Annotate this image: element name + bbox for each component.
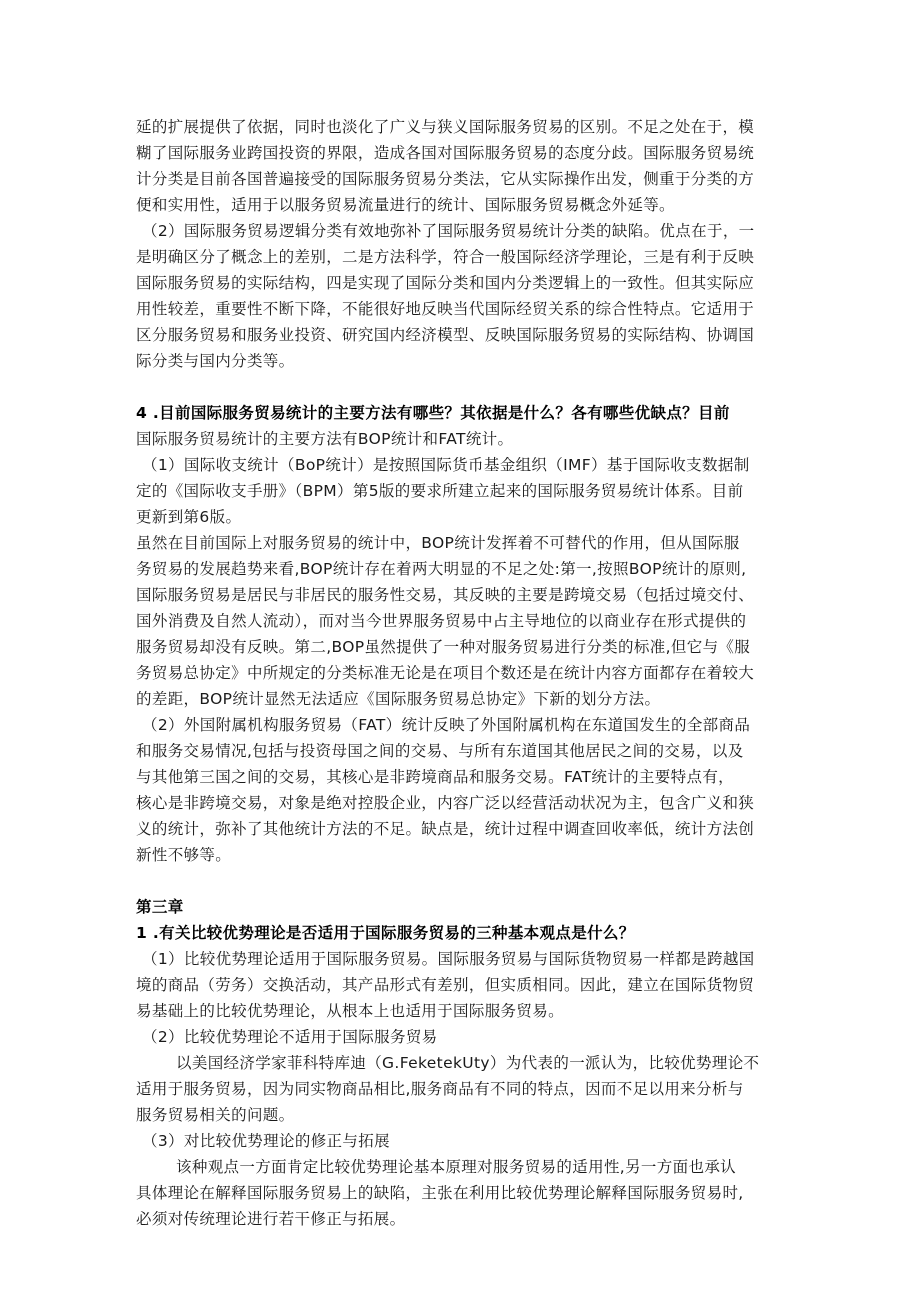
paragraph-line: 核心是非跨境交易，对象是绝对控股企业，内容广泛以经营活动状况为主，包含广义和狭 [136,794,755,812]
paragraph-line: （3）对比较优势理论的修正与拓展 [142,1132,390,1150]
paragraph-line: 适用于服务贸易，因为同实物商品相比,服务商品有不同的特点，因而不足以用来分析与 [136,1080,744,1098]
paragraph-line: （2）国际服务贸易逻辑分类有效地弥补了国际服务贸易统计分类的缺陷。优点在于，一 [142,222,755,240]
paragraph-line: 国际服务贸易统计的主要方法有BOP统计和FAT统计。 [136,430,514,448]
paragraph-line: 际分类与国内分类等。 [136,352,295,370]
paragraph-line: 必须对传统理论进行若干修正与拓展。 [136,1210,406,1228]
paragraph-line: 的差距，BOP统计显然无法适应《国际服务贸易总协定》下新的划分方法。 [136,690,661,708]
paragraph-line: 区分服务贸易和服务业投资、研究国内经济模型、反映国际服务贸易的实际结构、协调国 [136,326,755,344]
paragraph-line: 与其他第三国之间的交易，其核心是非跨境商品和服务交易。FAT统计的主要特点有， [136,768,735,786]
paragraph-line: （2）比较优势理论不适用于国际服务贸易 [142,1028,438,1046]
paragraph-line: 该种观点一方面肯定比较优势理论基本原理对服务贸易的适用性,另一方面也承认 [176,1158,737,1176]
paragraph-line: 服务贸易却没有反映。第二,BOP虽然提供了一种对服务贸易进行分类的标准,但它与《服 [136,638,751,656]
paragraph-line: 国外消费及自然人流动），而对当今世界服务贸易中占主导地位的以商业存在形式提供的 [136,612,747,630]
question-heading: 1 .有关比较优势理论是否适用于国际服务贸易的三种基本观点是什么？ [136,924,635,942]
paragraph-line: （1）比较优势理论适用于国际服务贸易。国际服务贸易与国际货物贸易一样都是跨越国 [142,950,755,968]
paragraph-line: 务贸易总协定》中所规定的分类标准无论是在项目个数还是在统计内容方面都存在着较大 [136,664,755,682]
paragraph-line: 用性较差，重要性不断下降，不能很好地反映当代国际经贸关系的综合性特点。它适用于 [136,300,755,318]
paragraph-line: 更新到第6版。 [136,508,242,526]
paragraph-line: （1）国际收支统计（BoP统计）是按照国际货币基金组织（IMF）基于国际收支数据制 [142,456,750,474]
paragraph-line: 易基础上的比较优势理论，从根本上也适用于国际服务贸易。 [136,1002,564,1020]
paragraph-line: 计分类是目前各国普遍接受的国际服务贸易分类法，它从实际操作出发，侧重于分类的方 [136,170,755,188]
paragraph-line: 国际服务贸易是居民与非居民的服务性交易，其反映的主要是跨境交易（包括过境交付、 [136,586,755,604]
paragraph-line: 服务贸易相关的问题。 [136,1106,295,1124]
paragraph-line: 义的统计，弥补了其他统计方法的不足。缺点是，统计过程中调查回收率低，统计方法创 [136,820,755,838]
paragraph-line: 以美国经济学家菲科特库迪（G.FeketekUty）为代表的一派认为，比较优势理论不 [176,1054,760,1072]
paragraph-line: 务贸易的发展趋势来看,BOP统计存在着两大明显的不足之处:第一,按照BOP统计的原则, [136,560,747,578]
chapter-title: 第三章 [136,898,184,916]
paragraph-line: 具体理论在解释国际服务贸易上的缺陷，主张在利用比较优势理论解释国际服务贸易时, [136,1184,744,1202]
paragraph-line: 和服务交易情况,包括与投资母国之间的交易、与所有东道国其他居民之间的交易，以及 [136,742,744,760]
paragraph-line: 定的《国际收支手册》（BPM）第5版的要求所建立起来的国际服务贸易统计体系。目前 [136,482,744,500]
paragraph-line: 虽然在目前国际上对服务贸易的统计中，BOP统计发挥着不可替代的作用，但从国际服 [136,534,740,552]
paragraph-line: 糊了国际服务业跨国投资的界限，造成各国对国际服务贸易的态度分歧。国际服务贸易统 [136,144,755,162]
paragraph-line: 是明确区分了概念上的差别，二是方法科学，符合一般国际经济学理论，三是有利于反映 [136,248,755,266]
paragraph-line: 便和实用性，适用于以服务贸易流量进行的统计、国际服务贸易概念外延等。 [136,196,675,214]
paragraph-line: 国际服务贸易的实际结构，四是实现了国际分类和国内分类逻辑上的一致性。但其实际应 [136,274,755,292]
paragraph-line: （2）外国附属机构服务贸易（FAT）统计反映了外国附属机构在东道国发生的全部商品 [142,716,751,734]
paragraph-line: 新性不够等。 [136,846,232,864]
question-heading: 4 .目前国际服务贸易统计的主要方法有哪些？其依据是什么？各有哪些优缺点？目前 [136,404,730,422]
paragraph-line: 境的商品（劳务）交换活动，其产品形式有差别，但实质相同。因此，建立在国际货物贸 [136,976,755,994]
paragraph-line: 延的扩展提供了依据，同时也淡化了广义与狭义国际服务贸易的区别。不足之处在于，模 [136,118,755,136]
